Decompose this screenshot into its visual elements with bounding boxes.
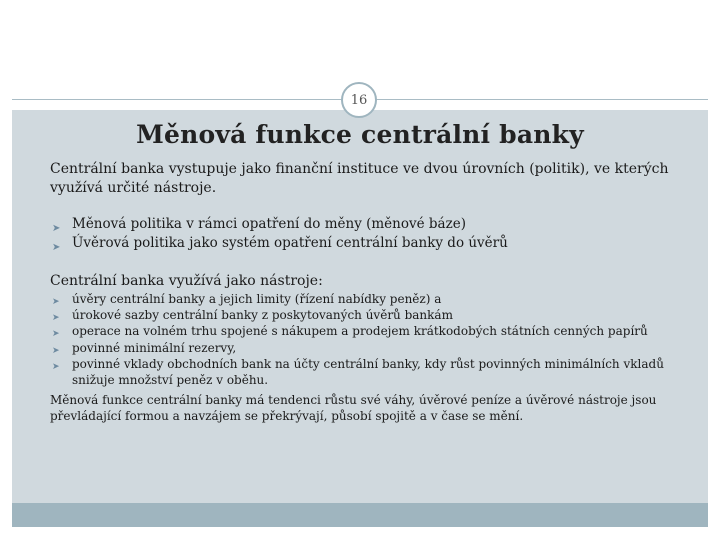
page-number-badge [341,82,377,118]
list-item: ➤ Úvěrová politika jako systém opatření centrální banky do úvěrů [52,234,508,253]
arrow-bullet-icon: ➤ [52,329,60,340]
arrow-bullet-icon: ➤ [52,345,60,356]
arrow-bullet-icon: ➤ [52,297,60,307]
arrow-bullet-icon: ➤ [52,313,60,324]
policy-levels-list [52,215,508,253]
arrow-bullet-icon: ➤ [52,361,60,372]
footer-bar [12,503,708,527]
slide-title: Měnová funkce centrální banky [136,120,584,149]
arrow-bullet-icon: ➤ [52,223,61,234]
tools-heading: Centrální banka využívá jako nástroje: [50,273,323,289]
tools-list [52,291,692,388]
intro-paragraph: Centrální banka vystupuje jako finanční instituce ve dvou úrovních (politik), ve kterých využívá určité nástroje. [50,161,669,196]
list-item: ➤ úvěry centrální banky a jejich limity (řízení nabídky peněz) a [52,291,692,307]
page-number: 16 [350,92,368,108]
list-item: ➤ úrokové sazby centrální banky z poskytovaných úvěrů bankám [52,307,692,323]
list-item: ➤ operace na volném trhu spojené s nákupem a prodejem krátkodobých státních cenných papírů [52,323,692,339]
list-item: ➤ povinné vklady obchodních bank na účty centrální banky, kdy růst povinných minimálních vkladů snižuje množství peněz v oběhu. [52,356,664,388]
conclusion-paragraph: Měnová funkce centrální banky má tendenci růstu své váhy, úvěrové peníze a úvěrové nástroje jsou převládající formou a navzájem se překrývají, působí spojitě a v čase se mění. [50,393,657,424]
arrow-bullet-icon: ➤ [52,242,61,253]
list-item: ➤ Měnová politika v rámci opatření do měny (měnové báze) [52,215,508,234]
list-item: ➤ povinné minimální rezervy, [52,340,692,356]
